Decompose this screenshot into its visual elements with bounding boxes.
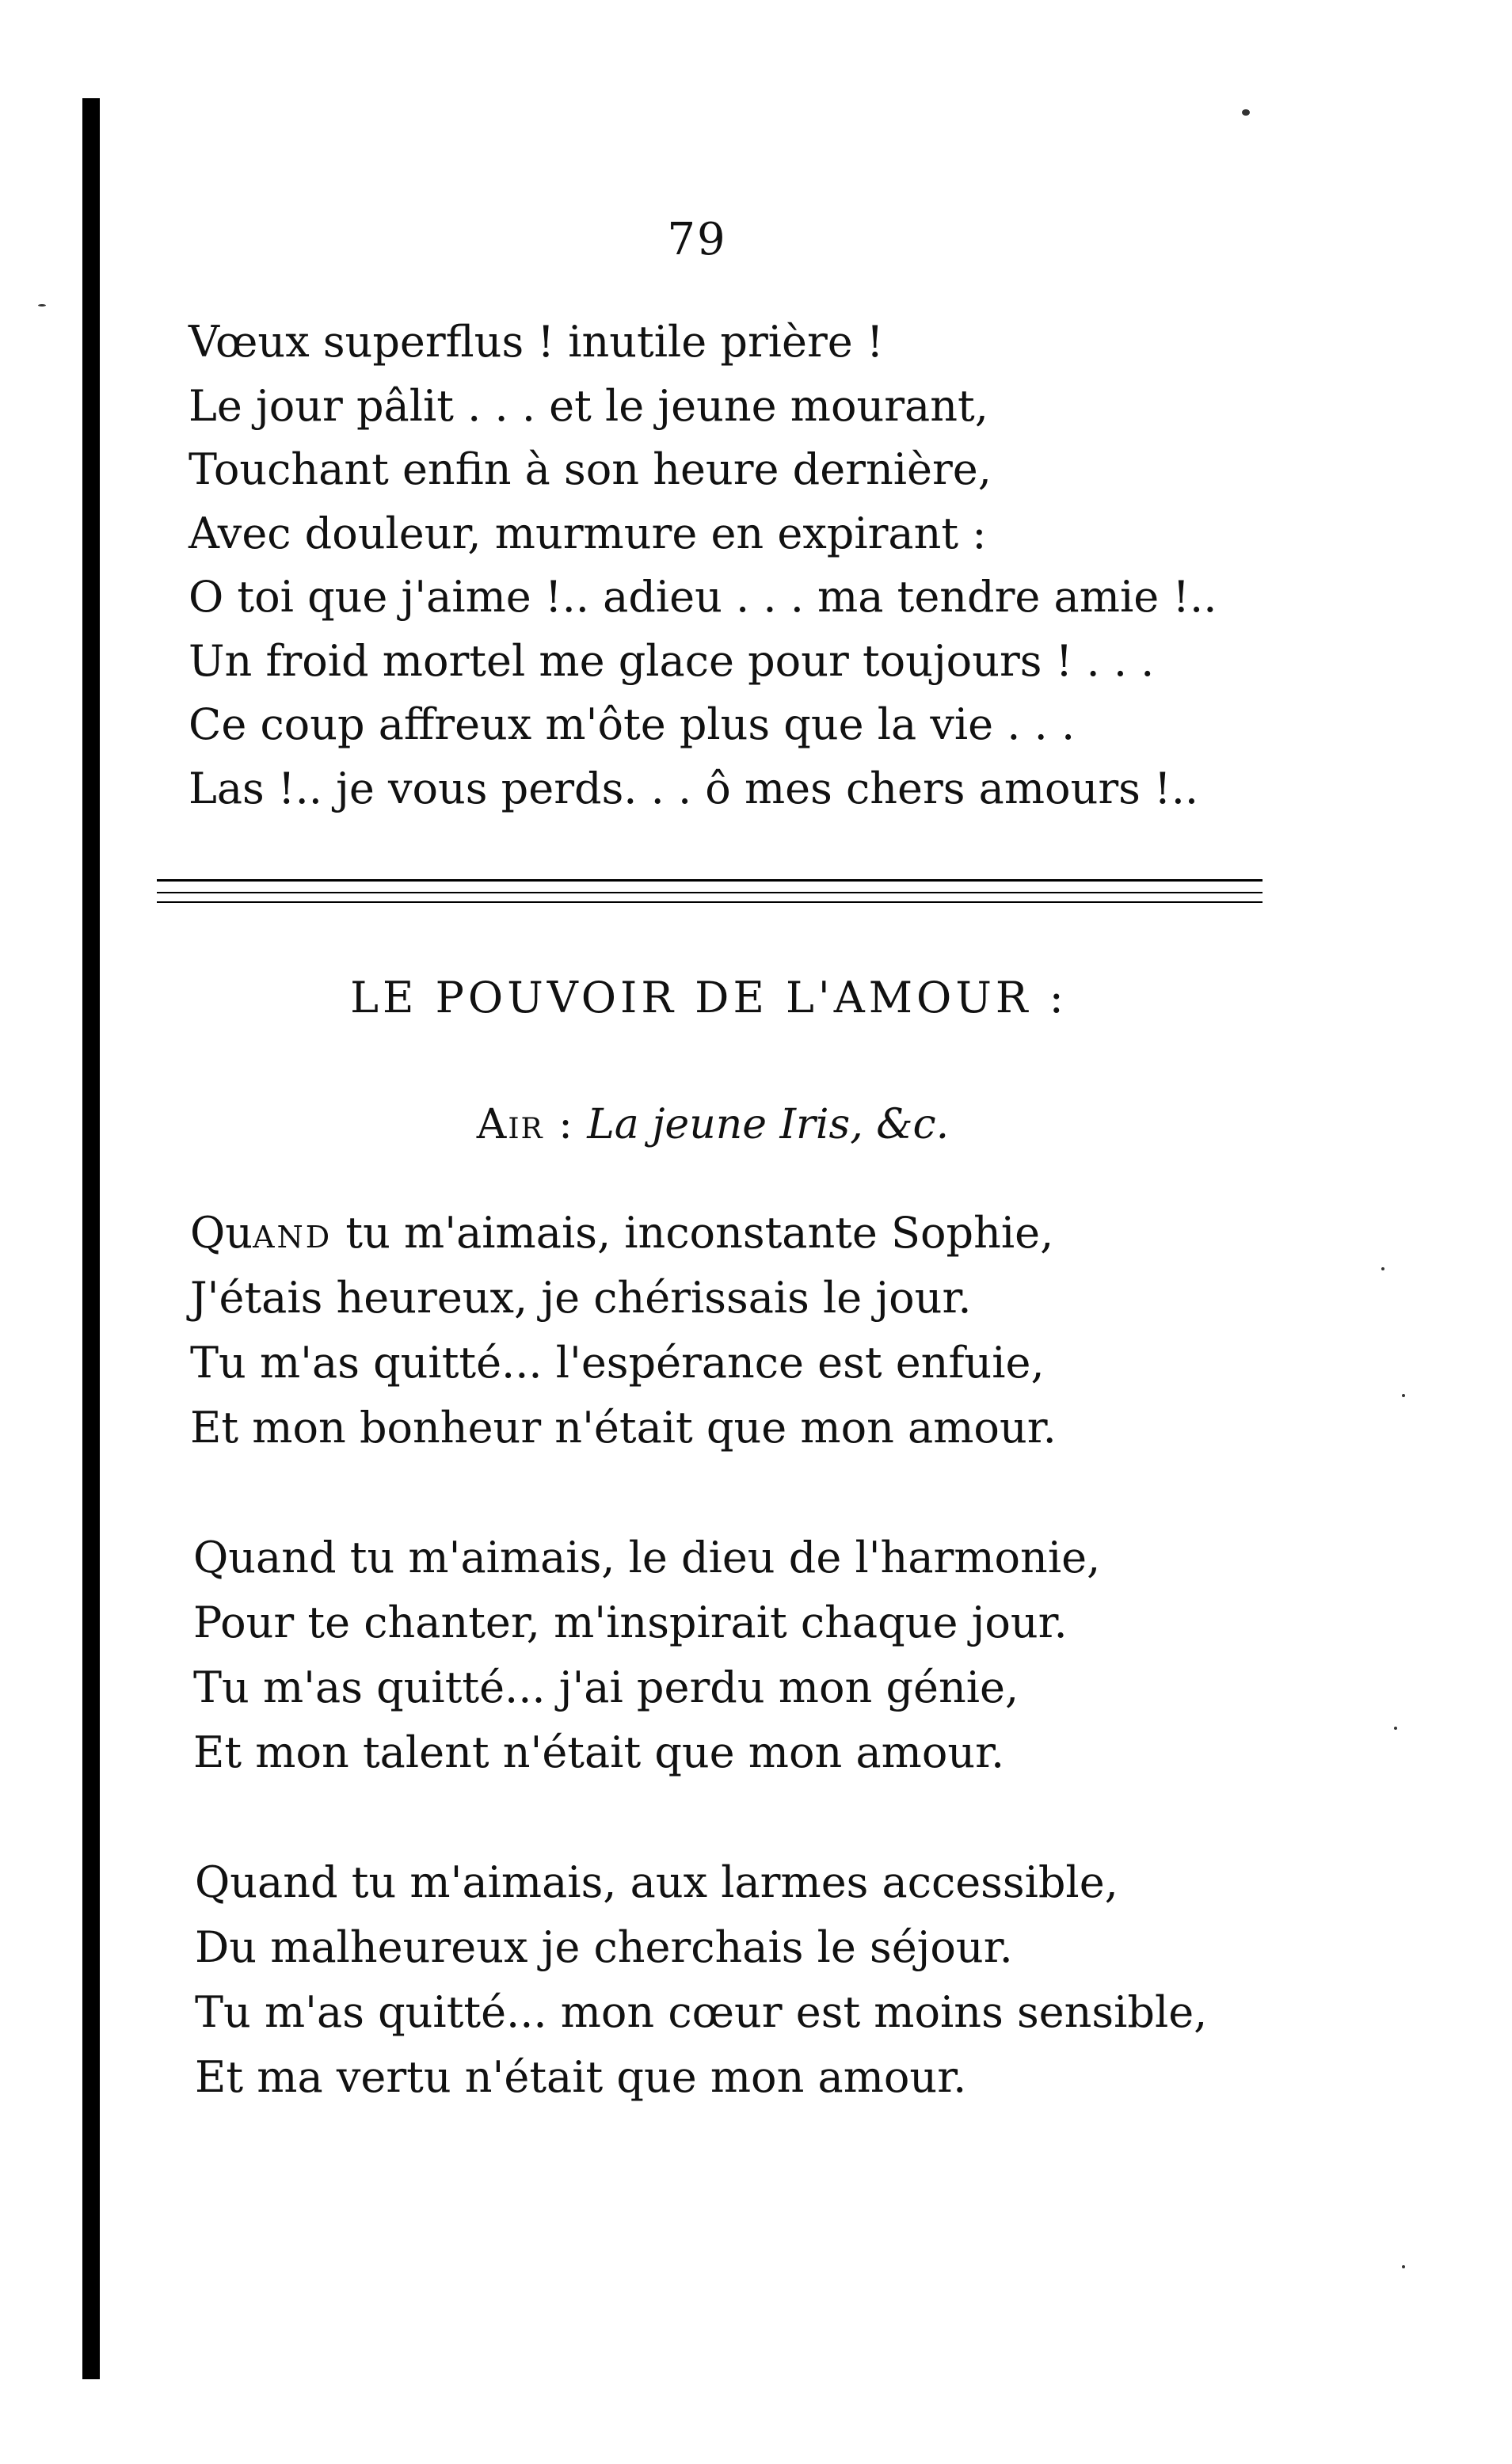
verse-line: Et ma vertu n'était que mon amour. <box>195 2052 967 2102</box>
air-indication <box>0 1101 1426 1148</box>
song-stanza-3 <box>195 1850 1207 2110</box>
verse-line: Quand tu m'aimais, le dieu de l'harmonie, <box>193 1533 1101 1582</box>
dropcap-smallcaps: and <box>253 1208 333 1258</box>
verse-line: Avec douleur, murmure en expirant : <box>189 508 987 558</box>
verse-line: Tu m'as quitté... mon cœur est moins sensible, <box>195 1987 1208 2037</box>
scan-speck <box>1402 2265 1405 2268</box>
dropcap-initial: Qu <box>190 1208 253 1258</box>
verse-line: Un froid mortel me glace pour toujours ! . . . <box>189 635 1155 686</box>
poem-closing-stanza <box>189 310 1217 821</box>
binding-edge-shadow <box>82 98 100 2379</box>
section-divider-rule <box>157 879 1263 882</box>
verse-line: Et mon bonheur n'était que mon amour. <box>190 1403 1057 1453</box>
verse-line: Ce coup affreux m'ôte plus que la vie . . . <box>189 699 1076 749</box>
verse-line: Pour te chanter, m'inspirait chaque jour. <box>193 1598 1068 1647</box>
verse-line: Du malheureux je cherchais le séjour. <box>195 1922 1013 1972</box>
verse-line-rest: tu m'aimais, inconstante Sophie, <box>332 1208 1054 1258</box>
verse-line: Vœux superflus ! inutile prière ! <box>189 317 884 367</box>
air-label: Air : <box>476 1101 574 1148</box>
page-number: 79 <box>667 214 727 265</box>
air-tune-name: La jeune Iris, &c. <box>587 1101 950 1148</box>
section-divider-rule <box>157 901 1263 903</box>
verse-line: Las !.. je vous perds. . . ô mes chers amours !.. <box>189 763 1199 813</box>
verse-line: Quand tu m'aimais, aux larmes accessible, <box>195 1857 1118 1907</box>
verse-line: Tu m'as quitté... l'espérance est enfuie, <box>190 1338 1045 1388</box>
scan-speck <box>1394 1727 1397 1730</box>
verse-line: O toi que j'aime !.. adieu . . . ma tendre amie !.. <box>189 572 1217 622</box>
scan-speck <box>1381 1267 1384 1270</box>
song-title: LE POUVOIR DE L'AMOUR : <box>350 973 1068 1023</box>
song-stanza-1 <box>190 1201 1057 1461</box>
scan-speck <box>38 304 46 307</box>
verse-line: J'étais heureux, je chérissais le jour. <box>190 1273 972 1323</box>
verse-line <box>190 1201 1057 1266</box>
verse-line: Touchant enfin à son heure dernière, <box>189 444 992 494</box>
verse-line: Et mon talent n'était que mon amour. <box>193 1727 1005 1777</box>
scan-speck <box>1242 109 1250 116</box>
verse-line: Le jour pâlit . . . et le jeune mourant, <box>189 380 988 431</box>
section-divider-rule <box>157 892 1263 893</box>
song-stanza-2 <box>193 1525 1100 1785</box>
scan-speck <box>1402 1394 1405 1397</box>
verse-line: Tu m'as quitté... j'ai perdu mon génie, <box>193 1662 1019 1712</box>
